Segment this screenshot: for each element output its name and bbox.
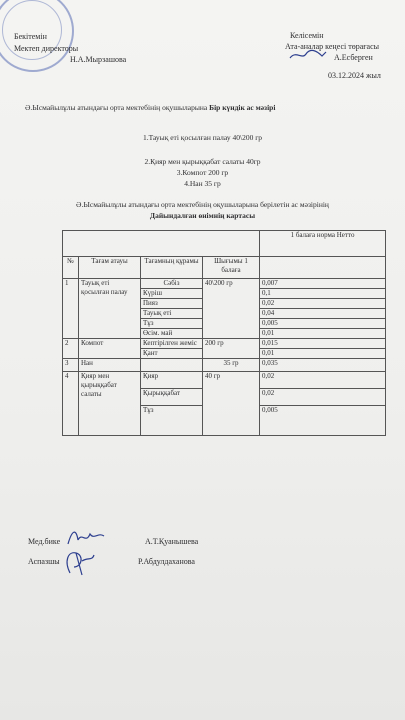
dish-yield: 200 гр (203, 339, 260, 359)
council-name: А.Есберген (334, 53, 373, 62)
nurse-name: А.Т.Қуанышева (145, 537, 199, 546)
menu-title: Ә.Ысмайылұлы атындағы орта мектебінің оқушыларына Бір күндік ас мәзірі (25, 103, 276, 112)
card-title: Дайындалған өнімнің картасы (149, 211, 256, 220)
menu-item-3: 3.Компот 200 гр (176, 168, 229, 177)
ingredient-norm: 0,005 (260, 406, 386, 436)
table-row (63, 372, 386, 389)
menu-item-1: 1.Тауық еті қосылған палау 40\200 гр (142, 133, 263, 142)
ingredient-norm: 0,02 (260, 299, 386, 309)
ingredient-name: Қырыққабат (141, 389, 203, 406)
cook-role: Аспазшы (28, 557, 60, 566)
dish-yield: 40\200 гр (203, 279, 260, 339)
ingredient-norm: 0,01 (260, 349, 386, 359)
agreed-label: Келісемін (290, 31, 324, 40)
col-num-header: № (63, 257, 79, 279)
dish-name: Компот (79, 339, 141, 359)
ingredient-norm: 0,02 (260, 372, 386, 389)
table-row (63, 359, 386, 372)
ingredient-name: Қияр (141, 372, 203, 389)
ingredient-norm: 0,04 (260, 309, 386, 319)
row-number: 3 (63, 359, 79, 372)
row-number: 2 (63, 339, 79, 359)
director-name: Н.А.Мырзашова (70, 55, 127, 64)
table-header-row (63, 257, 386, 279)
menu-item-2: 2.Қияр мен қырыққабат салаты 40гр (144, 157, 261, 166)
director-position: Мектеп директоры (14, 44, 79, 53)
ingredient-name: Өсім. май (141, 329, 203, 339)
row-number: 1 (63, 279, 79, 339)
dish-yield: 35 гр (203, 359, 260, 372)
ingredient-name: Пияз (141, 299, 203, 309)
table-row (63, 279, 386, 289)
dish-name: Нан (79, 359, 141, 372)
table-row (63, 339, 386, 349)
ingredient-norm: 0,02 (260, 389, 386, 406)
dish-name: Тауық еті қосылған палау (79, 279, 141, 339)
ingredient-name: Тұз (141, 319, 203, 329)
ingredient-name (141, 359, 203, 372)
ingredient-norm: 0,1 (260, 289, 386, 299)
dish-name: Қияр мен қырыққабат салаты (79, 372, 141, 436)
ingredient-norm: 0,015 (260, 339, 386, 349)
ingredient-norm: 0,007 (260, 279, 386, 289)
approved-label: Бекітемін (14, 32, 47, 41)
row-number: 4 (63, 372, 79, 436)
nurse-role: Мед.бике (28, 537, 61, 546)
ingredient-norm: 0,005 (260, 319, 386, 329)
menu-item-4: 4.Нан 35 гр (184, 179, 221, 188)
col-dish-header: Тағам атауы (79, 257, 141, 279)
ingredient-norm: 0,035 (260, 359, 386, 372)
cook-name: Р.Абдулдаханова (138, 557, 195, 566)
card-subtitle: Ә.Ысмайылұлы атындағы орта мектебінің оқушыларына берілетін ас мәзірінің (76, 200, 329, 209)
ingredient-name: Сәбіз (141, 279, 203, 289)
col-yield-header: Шығымы 1 балаға (203, 257, 260, 279)
ingredient-name: Кептірілген жеміс (141, 339, 203, 349)
table-header-norm-row (63, 231, 386, 257)
ingredient-name: Күріш (141, 289, 203, 299)
document-date: 03.12.2024 жыл (328, 71, 381, 80)
col-composition-header: Тағамның құрамы (141, 257, 203, 279)
dish-yield: 40 гр (203, 372, 260, 436)
norm-header: 1 балаға норма Нетто (260, 231, 386, 257)
ingredient-name: Тұз (141, 406, 203, 436)
council-position: Ата-аналар кеңесі төрағасы (285, 42, 380, 51)
ingredient-name: Тауық еті (141, 309, 203, 319)
cook-signature (60, 547, 98, 577)
ingredient-name: Қант (141, 349, 203, 359)
council-signature (288, 48, 328, 62)
product-card-table (62, 230, 386, 436)
ingredient-norm: 0,01 (260, 329, 386, 339)
